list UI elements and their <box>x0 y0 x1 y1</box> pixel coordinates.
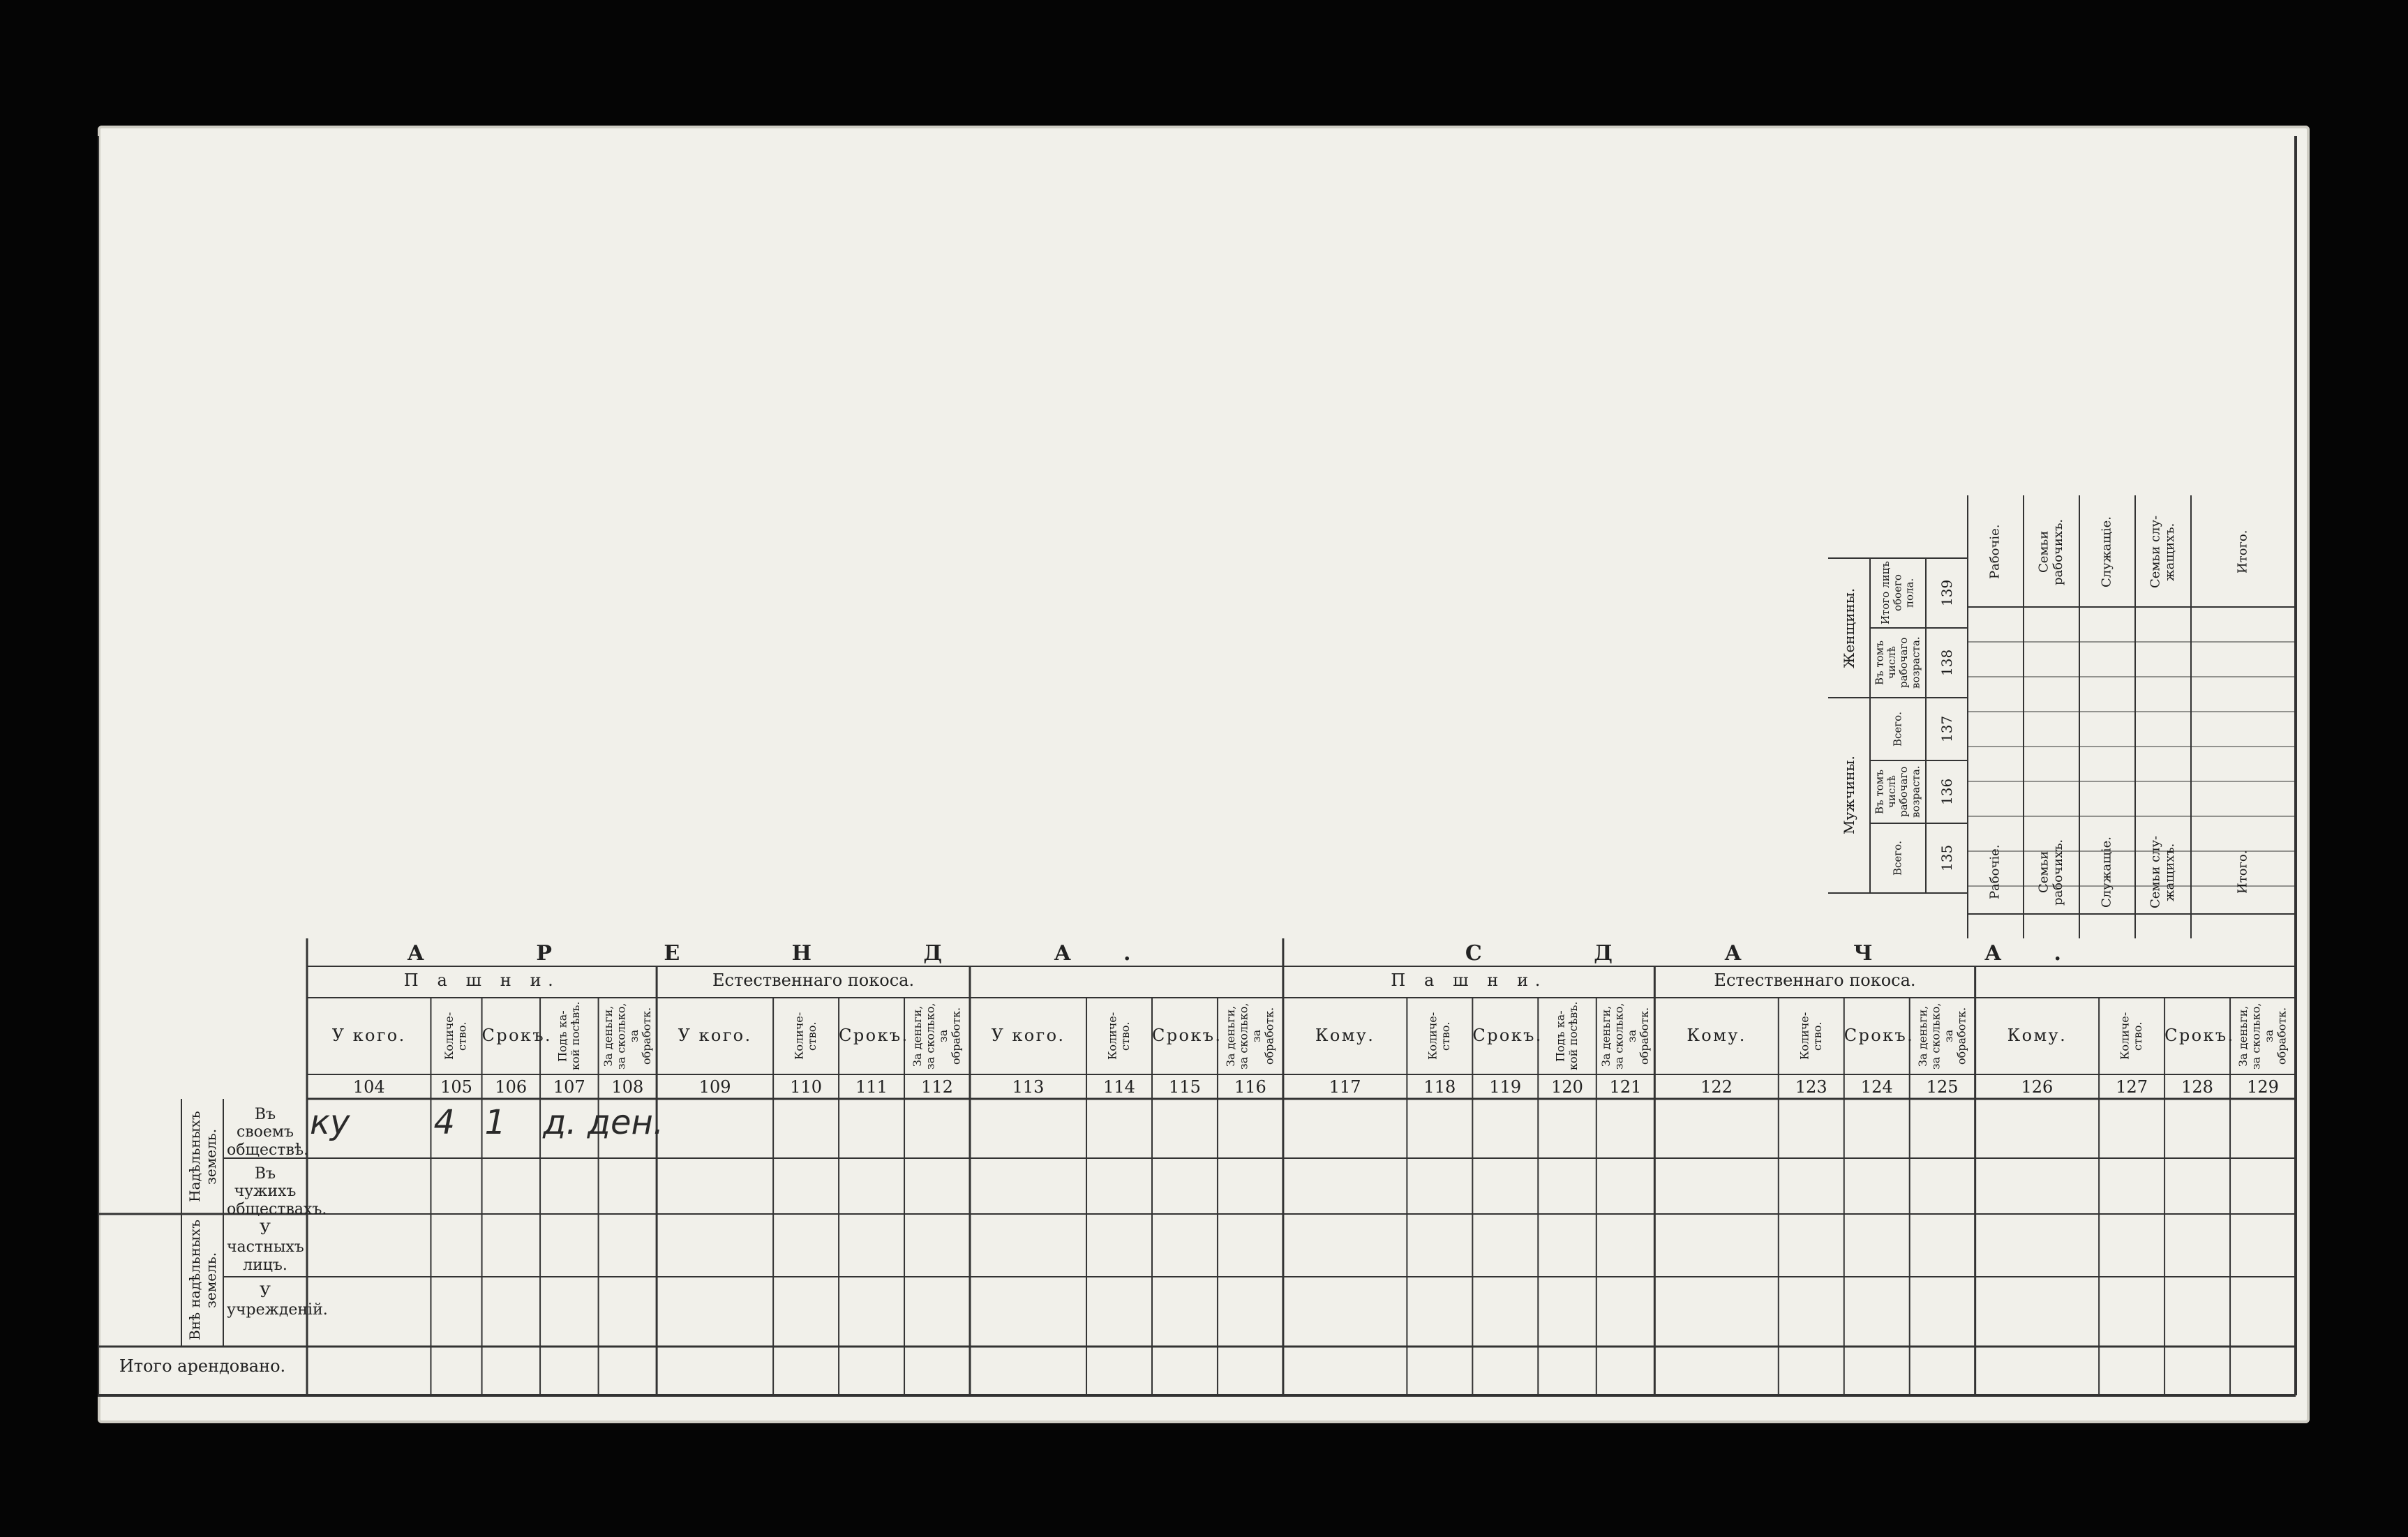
lease-col-header-111: Срокъ. <box>839 1026 909 1045</box>
population-col-number-135: 135 <box>1938 844 1955 872</box>
lease-col-header-123: Количе-ство. <box>1797 1012 1824 1060</box>
lease-row-label-2: У частныхъ лицъ. <box>227 1221 304 1274</box>
lease-col-header-128: Срокъ. <box>2164 1026 2235 1045</box>
population-col-number-137: 137 <box>1938 715 1955 743</box>
lease-col-number-121: 121 <box>1609 1077 1642 1097</box>
lease-col-header-122: Кому. <box>1687 1026 1747 1045</box>
lease-col-header-113: У кого. <box>991 1026 1065 1045</box>
population-col-label-139: Итого лицъ обоего пола. <box>1879 561 1916 625</box>
lease-col-header-109: У кого. <box>678 1026 752 1045</box>
lease-col-header-106: Срокъ. <box>481 1026 553 1045</box>
lease-col-header-110: Количе-ство. <box>792 1012 819 1060</box>
lease-col-number-125: 125 <box>1926 1077 1959 1097</box>
lease-handwritten-entry: ку <box>310 1103 350 1142</box>
lease-col-number-116: 116 <box>1234 1077 1266 1097</box>
staff-col-top-1: Семьи рабочихъ. <box>2036 518 2065 585</box>
staff-col-bottom-2: Служащіе. <box>2099 837 2114 908</box>
population-col-label-136: Въ томъ числѣ рабочаго возраста. <box>1873 765 1922 818</box>
lease-col-number-112: 112 <box>921 1077 953 1097</box>
population-col-label-138: Въ томъ числѣ рабочаго возраста. <box>1873 636 1922 689</box>
lease-col-header-125: За деньги, за сколько, за обработк. <box>1915 1003 1968 1070</box>
lease-handwritten-entry: 4 <box>433 1103 456 1142</box>
lease-col-number-126: 126 <box>2021 1077 2054 1097</box>
lease-col-number-119: 119 <box>1489 1077 1522 1097</box>
lease-col-number-115: 115 <box>1169 1077 1201 1097</box>
arenda-title: А Р Е Н Д А. <box>407 941 1183 966</box>
population-col-number-139: 139 <box>1938 579 1955 607</box>
census-card <box>98 126 2310 1423</box>
lease-col-header-115: Срокъ. <box>1151 1026 1222 1045</box>
lease-col-header-116: За деньги, за сколько, за обработк. <box>1224 1003 1276 1070</box>
lease-col-number-120: 120 <box>1551 1077 1583 1097</box>
total-leased: Итого арендовано. <box>119 1356 286 1376</box>
lease-col-header-112: За деньги, за сколько, за обработк. <box>911 1003 963 1070</box>
lease-col-header-129: За деньги, за сколько, за обработк. <box>2236 1003 2289 1070</box>
lease-handwritten-entry: д. ден. <box>543 1103 664 1142</box>
population-col-label-135: Всего. <box>1891 841 1904 876</box>
form-grid <box>98 126 2310 1423</box>
group-allotment: Надѣльныхъ земель. <box>186 1111 219 1202</box>
lease-col-number-107: 107 <box>553 1077 585 1097</box>
staff-col-top-4: Итого. <box>2235 530 2250 574</box>
staff-col-top-2: Служащіе. <box>2099 516 2114 587</box>
lease-col-header-118: Количе-ство. <box>1426 1012 1453 1060</box>
men-label: Мужчины. <box>1841 756 1857 835</box>
lease-col-number-110: 110 <box>790 1077 822 1097</box>
lease-col-header-114: Количе-ство. <box>1105 1012 1132 1060</box>
lease-col-header-105: Количе-ство. <box>442 1012 469 1060</box>
lease-col-number-122: 122 <box>1700 1077 1733 1097</box>
staff-col-top-0: Рабочіе. <box>1987 524 2003 580</box>
population-col-label-137: Всего. <box>1891 712 1904 747</box>
lease-col-header-108: За деньги, за сколько, за обработк. <box>601 1003 653 1070</box>
women-label: Женщины. <box>1841 587 1857 668</box>
lease-row-label-0: Въ своемъ обществѣ. <box>227 1106 309 1159</box>
lease-col-number-113: 113 <box>1012 1077 1045 1097</box>
staff-col-bottom-4: Итого. <box>2235 850 2250 894</box>
population-col-number-138: 138 <box>1938 649 1955 677</box>
sdacha-title: С Д А Ч А. <box>1465 941 2114 966</box>
lease-col-number-128: 128 <box>2181 1077 2213 1097</box>
lease-col-number-106: 106 <box>495 1077 528 1097</box>
lease-col-number-108: 108 <box>611 1077 644 1097</box>
lease-col-number-114: 114 <box>1103 1077 1135 1097</box>
lease-col-number-111: 111 <box>855 1077 888 1097</box>
lease-col-header-126: Кому. <box>2007 1026 2067 1045</box>
staff-col-bottom-0: Рабочіе. <box>1987 844 2003 900</box>
lease-col-number-129: 129 <box>2247 1077 2279 1097</box>
lease-col-header-107: Подъ ка-кой посѣвъ. <box>555 1001 582 1071</box>
lease-col-number-118: 118 <box>1423 1077 1456 1097</box>
population-col-number-136: 136 <box>1938 778 1955 806</box>
lease-col-number-104: 104 <box>352 1077 385 1097</box>
lease-col-header-119: Срокъ. <box>1472 1026 1543 1045</box>
lease-col-number-109: 109 <box>698 1077 731 1097</box>
lease-col-header-127: Количе-ство. <box>2118 1012 2145 1060</box>
sdacha-pokos: Естественнаго покоса. <box>1714 970 1916 990</box>
arenda-pokos: Естественнаго покоса. <box>712 970 915 990</box>
lease-col-header-104: У кого. <box>331 1026 406 1045</box>
lease-col-header-117: Кому. <box>1315 1026 1375 1045</box>
lease-handwritten-entry: 1 <box>484 1103 507 1142</box>
lease-col-header-121: За деньги, за сколько, за обработк. <box>1599 1003 1651 1070</box>
lease-col-number-124: 124 <box>1860 1077 1893 1097</box>
lease-col-number-127: 127 <box>2116 1077 2148 1097</box>
lease-col-number-117: 117 <box>1329 1077 1361 1097</box>
staff-col-bottom-3: Семьи слу-жащихъ. <box>2148 835 2177 909</box>
lease-col-number-105: 105 <box>440 1077 472 1097</box>
staff-col-bottom-1: Семьи рабочихъ. <box>2036 839 2065 906</box>
lease-row-label-3: У учрежденій. <box>227 1284 328 1319</box>
lease-col-header-124: Срокъ. <box>1844 1026 1915 1045</box>
lease-col-number-123: 123 <box>1795 1077 1827 1097</box>
lease-row-label-1: Въ чужихъ обществахъ. <box>227 1165 327 1218</box>
sdacha-pashni: П а ш н и. <box>1391 970 1547 990</box>
group-non-allotment: Внѣ надѣльныхъ земель. <box>186 1220 219 1341</box>
staff-col-top-3: Семьи слу-жащихъ. <box>2148 515 2177 589</box>
lease-col-header-120: Подъ ка-кой посѣвъ. <box>1553 1001 1580 1071</box>
arenda-pashni: П а ш н и. <box>403 970 560 990</box>
